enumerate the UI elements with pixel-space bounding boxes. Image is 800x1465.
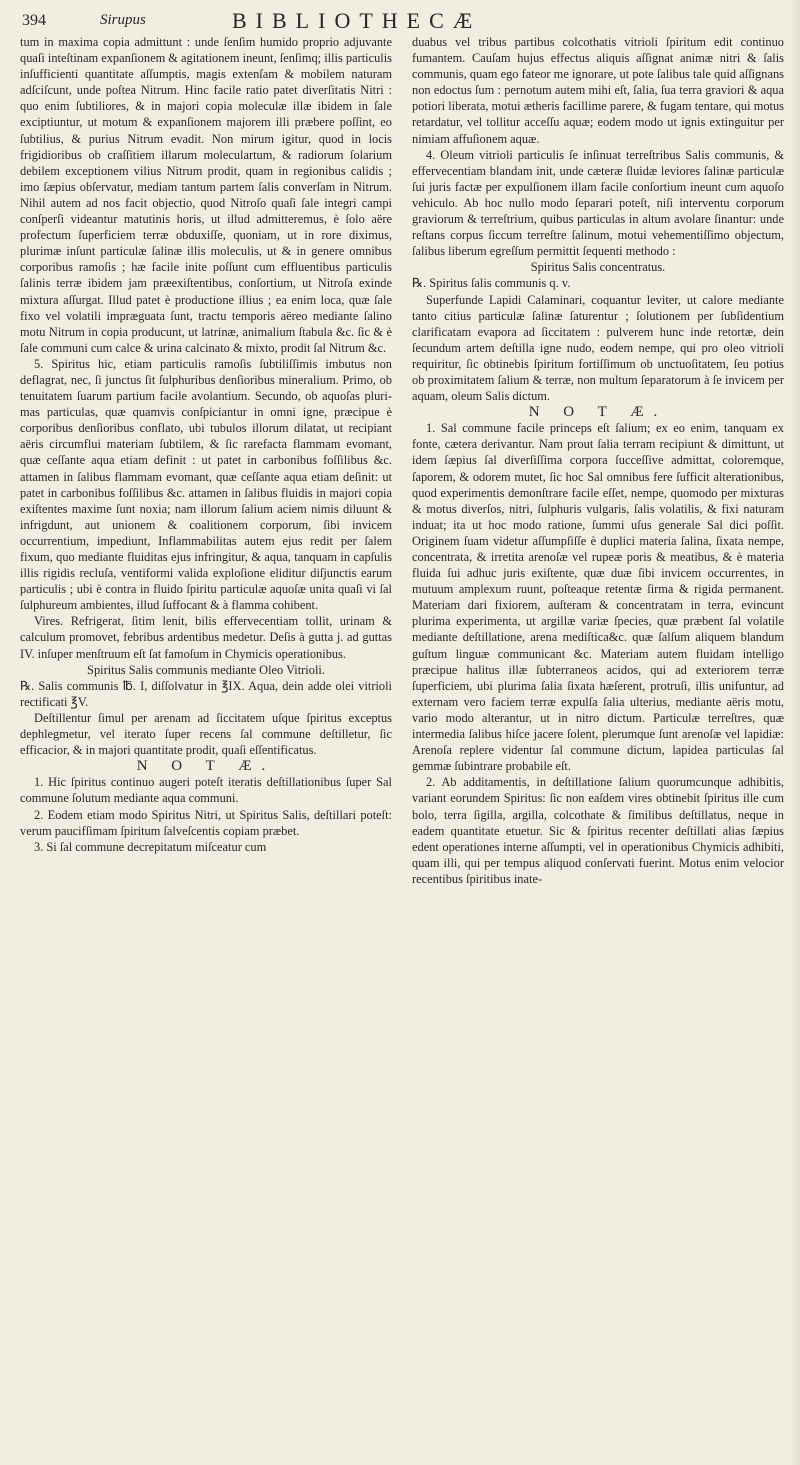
recipe: ℞. Spiritus ſalis communis q. v. xyxy=(412,276,571,291)
note-item: 1. Hic ſpiritus continuo augeri poteſt iteratis deſtillationibus ſuper Sal commune ſolutum mediante aqua communi. xyxy=(20,775,392,806)
paragraph: tum in maxima copia admittunt : unde ſenſim humido proprio adjuvante quaſi inteſtinam expanſionem & agitationem ineunt, ſenſimq; illis particulis inſufficienti quantitate aſſumptis, magis extenſam & mobilem naturam adſciſcunt, unde poſtea Nitrum. Hinc facile ratio patet diverſitatis Nitri : quo enim ſubtiliores, & in majori copia moleculæ illæ ibidem in ſale exciptiuntur, ut motum & expanſionem majorem illi præbere poſſint, eo ſubtilius, & purius Nitrum evadit. Non mirum igitur, quod in locis frigidioribus ob craſſitiem illarum moleculartum, & radiorum ſolarium debilem exceptionem vilius Nitrum prodit, quam in regionibus calidis ; imo ſæpius obſervatur, mediam tantum partem ſalis converſam in Nitrum. Nihil autem ad nos facit objectio, quod Nitroſo quaſi ſale integri campi conſperſi videantur matutinis horis, ut illud admitteremus, è ſolo aëre profectum ſuperficiem terræ obduxiſſe, quoniam, ut in rore diximus, plurimæ inſunt particulæ ſalinæ illis moleculis, ut & in genere omnibus corporibus ramoſis ; hæ facile inite poſſunt cum effluentibus particulis ſalinis terræ ibidem jam præexiſtentibus, conſortium, ut Nitroſa exinde mixtura aſſurgat. Illud patet è productione illius ; ea enim loca, quæ ſale fixo vel volatili impræguata ſunt, tractu temporis aëreo mediante ſalino motu Nitrum in copia producunt, ut latrinæ, animalium ſtabula &c. ſic & è ſale communi cum calce & urina calcinato & mixto, prodit ſal Nitrum &c. xyxy=(20,35,392,355)
note-item: 3. Si ſal commune decrepitatum miſceatur cum xyxy=(34,839,267,854)
notes-heading: N O T Æ. xyxy=(528,404,668,421)
paragraph: 5. Spiritus hic, etiam particulis ramoſis ſubtiliſſimis imbutus non deflagrat, nec, ſi junctus ſit ſulphuribus denſioribus mineralium. Primo, ob tenuitatem ſuarum partium facile avolantium. Secundo, ob aquoſas pluri-mas particulas, quæ quamvis conſpiciantur in omni igne, præcipue è corporibus denſioribus conflato, ubi tubulos illorum dilatat, ut recipiant aëris circumflui materiam ſubtilem, & ſic rarefacta flammam evomant, quæ ceſſante aqua etiam definit : ut patet in carbonibus foſſilibus &c. attamen in ſalibus flammam evomant, quæ ceſſante aqua etiam deſinit: ut patet in carbonibus foſſilibus &c. attamen in ſalibus fluidis in majori copia exiſtentes maxime ſunt noxia; nam illorum ſalium aciem nimis diluunt & infrigdunt, aut unionem & coalitionem corporum, ſibi invicem occurrentium, impediunt, Inflammabilitas autem ejus redit per ſalem fixum, quo mediante fluiditas ejus infringitur, & aqua, tanquam in capſulis illis rigidis recluſa, ventiformi valida exploſione eliditur diſjunctis earum particulis ; ubi è contra in fluido ſpiritu particulæ aquoſæ unita quaſi vi ſal ſulphureum ambientes, illud ſuffocant & à flamma cohibent. xyxy=(20,356,392,613)
paragraph: duabus vel tribus partibus colcothatis vitrioli ſpiritum edit continuo fumantem. Cauſam hujus effectus aliquis aſſignat animæ nitri & ſalis communis, quam ego fateor me ignorare, ut pote ſalibus tale quid aſſignans non edoctus ſum : pernotum autem mihi eſt, ſalia, ſua terra graviori & aqua potiori liberata, motui ætheris facillime parere, & fugam tentare, qui motus retardatur, vel tollitur acceſſu aquæ; eodem modo ut ignis extinguitur per nimiam affuſionem aquæ. xyxy=(412,35,784,146)
notes-heading: N O T Æ. xyxy=(136,758,276,775)
page-title: BIBLIOTHECÆ xyxy=(232,8,482,33)
paragraph: Deſtillentur ſimul per arenam ad ſiccitatem uſque ſpiritus exceptus dephlegmetur, vel iterato ſuper recens ſal commune deſtilletur, ſic efficacior, & in majori quantitate prodit, quaſi eſſentificatus. xyxy=(20,710,392,758)
paragraph: Vires. Refrigerat, ſitim lenit, bilis effervecentiam tollit, urinam & calculum promovet, febribus ardentibus medetur. Deſis à gutta j. ad guttas IV. inſuper menſtruum eſt ſat famoſum in Chymicis operationibus. xyxy=(20,614,392,661)
page-edge-shadow xyxy=(790,0,800,1465)
page-number: 394 xyxy=(22,12,46,29)
recipe: ℞. Salis communis ℔. I, diſſolvatur in ℥IX. Aqua, dein adde olei vitrioli rectificati ℥V. xyxy=(20,678,392,709)
right-column xyxy=(412,34,784,887)
note-item: 1. Sal commune facile princeps eſt ſalium; ex eo enim, tanquam ex fonte, cætera derivantur. Nam prout ſalia terram recipiunt & dimittunt, ut idem ſæpius ſal diverſiſſima corpora ſucceſſive admittat, coloremque, ſaporem, & odorem mutet, ſic hoc Sal omnibus fere ſufficit alterationibus, quod experimentis demonſtrare facile eſſet, nempe, quomodo per mixturas & motus diverſos, nitri, ſulphuris vulgaris, ſalis volatilis, & fixi naturam induat; ita ut hoc modo ratione, ſummi uſus generale Sal dici poſſit. Originem ſuam videtur aſſumpſiſſe è duplici materia ſalina, ſixata nempe, concentrata, & irretita arenoſæ vel rupeæ poris & meatibus, & è materia fluida ſui adhuc juris exiſtente, quæ duæ ſibi invicem occurrentes, in mutuum amplexum ruunt, poſteaque retentæ ſirma & rigida permanent. Materiam dari fixiorem, auſteram & concentratam in terra, evincunt plurima experimenta, ut argillæ variæ ſpecies, quæ præbent ſal volatile mediante deſtillatione, arena mediſtica&c. quæ ſalſum aliquem blandum guſtum linguæ communicant &c. Materiam autem fluidam intelligo præcipue halitus illæ ſubterraneos acidos, qui ad exteriorem terræ ſuperficiem, ubi plurima ſalia ſixata hæſerent, protruſi, illis unifuntur, ad externam vero faciem terræ expulſa ſalia ulterius, mediante aëris motu, vario modo alterantur, ut in nitro dictum. Particulæ terreſtres, quæ intermedia ſalibus hiſce jacere ſolent, plerumque ſunt arenoſæ vel lapidiæ: Arenoſa replere videntur ſal commune dictum, lapidea particulas ſal gemmæ ſubintrare probabile eſt. xyxy=(412,421,784,774)
paragraph: Superfunde Lapidi Calaminari, coquantur leviter, ut calore mediante tanto citius particulæ ſalinæ ſaturentur ; ſolutionem per ſubſidentium clarificatam evapora ad ſiccitatem : pulverem hunc inde retortæ, dein ſecundum artem deſtilla igne nudo, eodem nempe, qui pro oleo vitrioli requiritur, ſic obtinebis ſpiritum fortiſſimum ob unctuoſitatem, ſeu potius ob proximitatem ſalium & terræ, non multum ſeparatorum à ſe invicem per aquam, oleum Salis dictum. xyxy=(412,292,784,404)
left-column xyxy=(20,34,392,855)
note-item: 2. Eodem etiam modo Spiritus Nitri, ut Spiritus Salis, deſtillari poteſt: verum paucifſimam ſpiritum ſalveſcentis copiam præbet. xyxy=(20,807,392,838)
note-item: 2. Ab additamentis, in deſtillatione ſalium quorumcunque adhibitis, variant eorundem Spiritus: ſic non eaſdem vires obtinebit ſpiritus ille cum bolo, terra ſigilla, argilla, colcothate & ſimilibus deſtillatus, neque in eadem quantitate etuetur. Sic & ſpiritus recenter deſtillati alias ſæpius edent operationes interne aſſumpti, vel in operationibus Chymicis adhibiti, quam illi, qui per tempus aliquod conſervati fuerint. Motus enim velocior recentibus ſpiritibus inate- xyxy=(412,775,784,886)
running-head: Sirupus xyxy=(100,12,146,28)
paragraph: 4. Oleum vitrioli particulis ſe inſinuat terreſtribus Salis communis, & effervecentiam blandam init, unde cæteræ ſluidæ leviores ſalinæ particulæ ſui juris factæ per expulſionem illam facile conſortium ineunt cum aquoſo vehiculo. Ab hoc nullo modo ſeparari poteſt, niſi interventu corporum graviorum & terreſtrium, quibus particulas in altum avolare ſinantur: unde reſtans corpus ſiccum terreſtre ſalinum, motui vehementiſſimo objectum, ſalibus liberum egreſſum permittit ſequenti methodo : xyxy=(412,147,784,259)
page-header xyxy=(0,6,800,32)
section-heading: Spiritus Salis concentratus. xyxy=(530,260,666,275)
section-heading: Spiritus Salis communis mediante Oleo Vitrioli. xyxy=(87,662,325,677)
